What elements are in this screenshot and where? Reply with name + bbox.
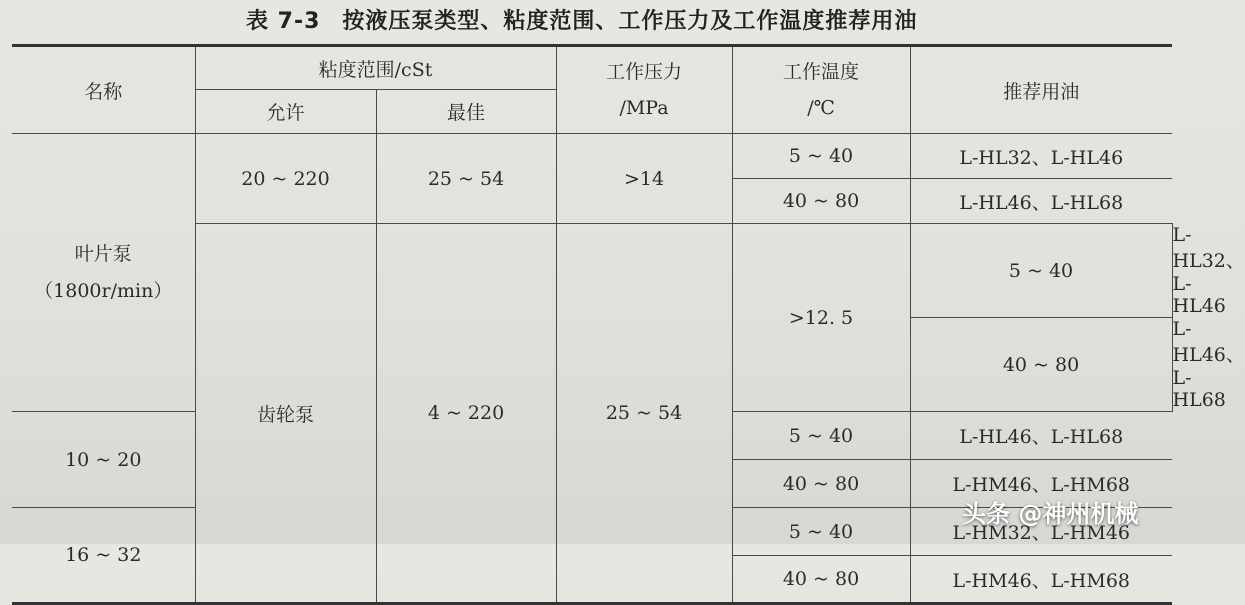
header-pressure-label: 工作压力 [606, 60, 683, 83]
table-caption [246, 4, 917, 35]
watermark: 头条 @神州机械 [962, 500, 1139, 528]
vane-allowed: 20 ~ 220 [195, 134, 376, 224]
temp-cell: 40 ~ 80 [732, 556, 910, 604]
oil-cell: L-HL46、L-HL68 [910, 412, 1172, 460]
oil-cell: L-HM46、L-HM68 [910, 460, 1172, 508]
header-recommended-oil: 推荐用油 [910, 46, 1172, 134]
temp-cell: 5 ~ 40 [732, 508, 910, 556]
pressure-cell: >14 [556, 134, 732, 224]
table-row [12, 134, 1172, 179]
temp-cell: 40 ~ 80 [732, 460, 910, 508]
header-pressure-unit: /MPa [619, 97, 669, 119]
header-viscosity-range: 粘度范围/cSt [195, 46, 556, 90]
pump-name-vane [12, 134, 195, 412]
vane-optimal: 25 ~ 54 [376, 134, 556, 224]
pump-name-gear: 齿轮泵 [195, 224, 376, 604]
temp-cell: 5 ~ 40 [910, 224, 1172, 318]
temp-cell: 40 ~ 80 [732, 179, 910, 224]
pump-name-vane-label: 叶片泵 [74, 243, 132, 266]
oil-cell: L-HL32、L-HL46 [910, 134, 1172, 179]
header-temperature-unit: /℃ [807, 97, 835, 119]
header-pressure [556, 46, 732, 134]
oil-cell: L-HL46、L-HL68 [910, 179, 1172, 224]
oil-cell: L-HM46、L-HM68 [910, 556, 1172, 604]
gear-allowed: 4 ~ 220 [376, 224, 556, 604]
header-optimal: 最佳 [376, 90, 556, 134]
table-number: 表 7-3 [246, 9, 321, 34]
table-row: 40 ~ 80 L-HL46、L-HL68 [12, 318, 1172, 412]
oil-cell: L-HM32、L-HM46 [910, 508, 1172, 556]
header-temperature-label: 工作温度 [783, 60, 860, 83]
table-row: 齿轮泵 4 ~ 220 25 ~ 54 >12. 5 5 ~ 40 L-HL32、L-HL46 [12, 224, 1172, 318]
temp-cell: 40 ~ 80 [910, 318, 1172, 412]
header-allowed: 允许 [195, 90, 376, 134]
pressure-cell: >12. 5 [732, 224, 910, 412]
header-temperature [732, 46, 910, 134]
temp-cell: 5 ~ 40 [732, 412, 910, 460]
temp-cell: 5 ~ 40 [732, 134, 910, 179]
pressure-cell: 16 ~ 32 [12, 508, 195, 604]
pressure-cell: 10 ~ 20 [12, 412, 195, 508]
pump-name-vane-speed: （1800r/min） [34, 279, 173, 302]
header-name: 名称 [12, 46, 195, 134]
gear-optimal: 25 ~ 54 [556, 224, 732, 604]
table-title: 按液压泵类型、粘度范围、工作压力及工作温度推荐用油 [342, 9, 918, 34]
